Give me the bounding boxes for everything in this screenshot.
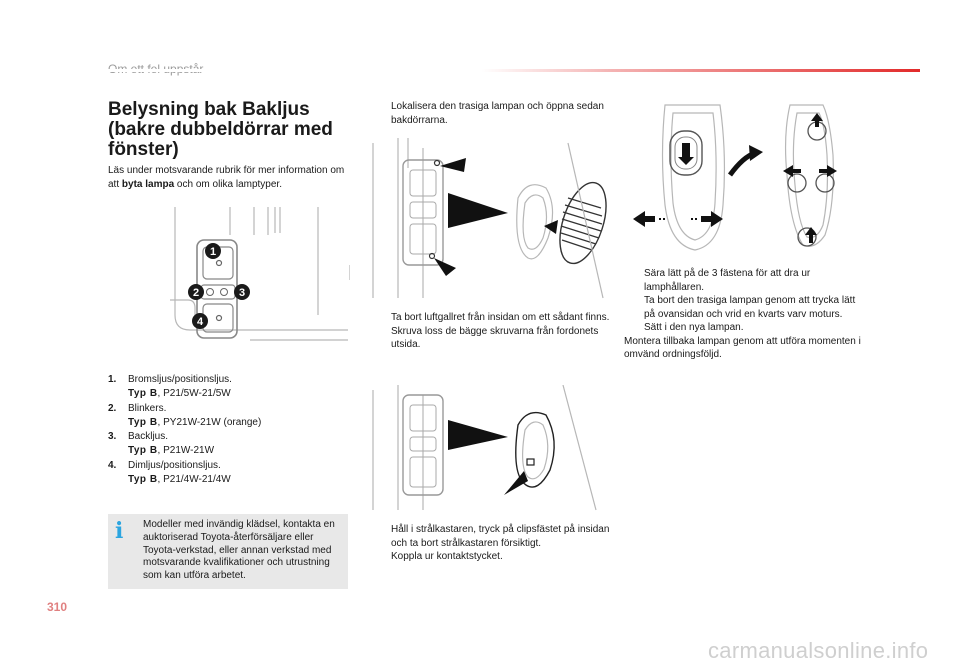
legend-item-type: Typ B, P21W-21W bbox=[128, 445, 215, 457]
step-item: Koppla ur kontaktstycket. bbox=[391, 551, 503, 562]
bulb-legend bbox=[108, 373, 348, 487]
legend-item: 3. Backljus. bbox=[108, 431, 169, 443]
header-rule bbox=[108, 69, 920, 72]
intro-text-after: och om olika lamptyper. bbox=[174, 179, 282, 190]
info-icon: i bbox=[115, 518, 124, 544]
step-item: Ta bort luftgallret från insidan om ett sådant finns. bbox=[391, 312, 610, 323]
step-final-note: Montera tillbaka lampan genom att utföra momenten i omvänd ordningsföljd. bbox=[624, 335, 861, 360]
callout-4: 4 bbox=[196, 316, 204, 328]
callout-2: 2 bbox=[192, 287, 200, 299]
steps-right bbox=[624, 267, 864, 362]
step-item: Sätt i den nya lampan. bbox=[644, 322, 744, 333]
step-item: Lokalisera den trasiga lampan och öppna sedan bakdörrarna. bbox=[391, 101, 604, 126]
steps-middle bbox=[371, 311, 611, 352]
intro-bold-link: byta lampa bbox=[121, 179, 175, 190]
legend-item-type: Typ B, P21/4W-21/4W bbox=[128, 474, 231, 486]
rear-lamp-cluster-diagram bbox=[170, 205, 350, 365]
step-item: Håll i strålkastaren, tryck på clipsfästet på insidan och ta bort strålkastaren försiktigt. bbox=[391, 524, 610, 549]
intro-text-before: Läs under motsvarande rubrik för mer information om att bbox=[108, 165, 345, 190]
callout-3: 3 bbox=[238, 287, 246, 299]
intro-text bbox=[108, 164, 353, 192]
legend-item-type: Typ B, PY21W-21W (orange) bbox=[128, 416, 262, 428]
step-item: Ta bort den trasiga lampan genom att trycka lätt på ovansidan och vrid en kvarts varv moturs. bbox=[644, 295, 856, 320]
vent-grille-removal-diagram bbox=[368, 138, 608, 303]
steps-bottom bbox=[371, 523, 611, 564]
info-text: Modeller med invändig klädsel, kontakta en auktoriserad Toyota-återförsäljare eller Toyota-verkstad, eller annan verkstad med motsvarande kvalifikationer och utrustning som kan utföra arbetet. bbox=[143, 519, 335, 582]
page-title: Belysning bak Bakljus (bakre dubbeldörrar med fönster) bbox=[108, 99, 333, 160]
callout-1: 1 bbox=[209, 246, 217, 258]
legend-item-type: Typ B, P21/5W-21/5W bbox=[128, 388, 231, 400]
legend-item: 4. Dimljus/positionsljus. bbox=[108, 459, 221, 471]
footer-watermark: carmanualsonline.info bbox=[708, 638, 929, 663]
legend-item: 2. Blinkers. bbox=[108, 402, 167, 414]
steps-top bbox=[371, 100, 611, 127]
lamp-unit-clip-diagram bbox=[368, 385, 608, 515]
legend-item: 1. Bromsljus/positionsljus. bbox=[108, 374, 232, 385]
step-item: Sära lätt på de 3 fästena för att dra ur lamphållaren. bbox=[644, 268, 811, 293]
lamp-holder-removal-diagram bbox=[625, 95, 850, 265]
page-number: 310 bbox=[47, 600, 68, 614]
step-item: Skruva loss de bägge skruvarna från fordonets utsida. bbox=[391, 325, 599, 350]
